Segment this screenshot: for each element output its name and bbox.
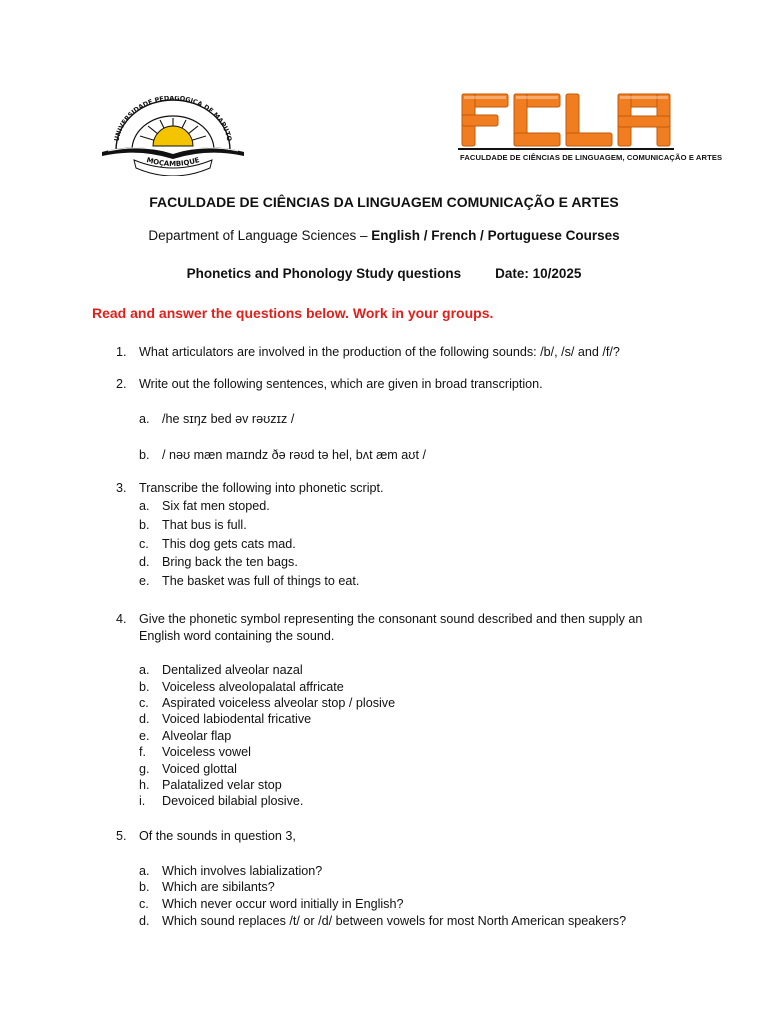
study-title: Phonetics and Phonology Study questions: [186, 266, 462, 281]
item-label: d.: [139, 712, 150, 726]
item-text: Dentalized alveolar nazal: [162, 663, 303, 677]
item-text: Palatalized velar stop: [162, 778, 282, 792]
question-text-continued: English word containing the sound.: [139, 629, 335, 643]
instruction: Read and answer the questions below. Work in your groups.: [92, 305, 494, 321]
question-number: 1.: [116, 345, 127, 359]
department-prefix: Department of Language Sciences –: [148, 228, 372, 243]
seal-arc-text: UNIVERSIDADE PEDAGÓGICA DE MAPUTO: [112, 96, 234, 143]
item-label: e.: [139, 729, 150, 743]
item-text: That bus is full.: [162, 518, 247, 532]
fcla-logo-icon: [458, 88, 723, 168]
question-number: 5.: [116, 829, 127, 843]
item-label: c.: [139, 696, 149, 710]
item-label: b.: [139, 448, 150, 462]
university-seal-icon: [98, 96, 248, 176]
item-text: Voiceless alveolopalatal affricate: [162, 680, 344, 694]
item-text: Devoiced bilabial plosive.: [162, 794, 304, 808]
question-number: 3.: [116, 481, 127, 495]
item-text: Which never occur word initially in English?: [162, 897, 404, 911]
item-text: Voiced glottal: [162, 762, 237, 776]
item-label: d.: [139, 555, 150, 569]
item-label: a.: [139, 499, 150, 513]
item-text: Which involves labialization?: [162, 864, 323, 878]
item-text: Alveolar flap: [162, 729, 232, 743]
item-label: d.: [139, 914, 150, 928]
item-text: This dog gets cats mad.: [162, 537, 296, 551]
item-text: The basket was full of things to eat.: [162, 574, 360, 588]
fcla-caption: FACULDADE DE CIÊNCIAS DE LINGUAGEM, COMUNICAÇÃO E ARTES: [460, 153, 723, 162]
item-label: a.: [139, 412, 150, 426]
question-text: Of the sounds in question 3,: [139, 829, 296, 843]
department-line: [0, 228, 768, 243]
item-text: /he sɪŋz bed əv rəʊzɪz /: [162, 412, 295, 426]
item-label: e.: [139, 574, 150, 588]
item-text: / nəʊ mæn maɪndz ðə rəʊd tə hel, bʌt æm aʊt /: [162, 448, 426, 462]
item-label: b.: [139, 680, 150, 694]
item-text: Aspirated voiceless alveolar stop / plosive: [162, 696, 396, 710]
study-heading: [0, 266, 768, 281]
question-number: 2.: [116, 377, 127, 391]
question-number: 4.: [116, 612, 127, 626]
study-date: Date: 10/2025: [495, 266, 582, 281]
item-label: b.: [139, 518, 150, 532]
item-text: Six fat men stoped.: [162, 499, 270, 513]
item-label: b.: [139, 880, 150, 894]
item-label: g.: [139, 762, 150, 776]
item-text: Voiced labiodental fricative: [162, 712, 312, 726]
item-label: f.: [139, 745, 146, 759]
item-label: c.: [139, 537, 149, 551]
question-text: Write out the following sentences, which are given in broad transcription.: [139, 377, 543, 391]
item-label: a.: [139, 663, 150, 677]
seal-bottom-text: MOÇAMBIQUE: [145, 156, 201, 169]
item-text: Which sound replaces /t/ or /d/ between vowels for most North American speakers?: [162, 914, 627, 928]
item-label: a.: [139, 864, 150, 878]
item-text: Which are sibilants?: [162, 880, 275, 894]
question-text: Transcribe the following into phonetic script.: [139, 481, 384, 495]
question-text: What articulators are involved in the production of the following sounds: /b/, /s/ and /f/?: [139, 345, 620, 359]
faculty-title: FACULDADE DE CIÊNCIAS DA LINGUAGEM COMUNICAÇÃO E ARTES: [149, 194, 619, 210]
department-courses: English / French / Portuguese Courses: [371, 228, 620, 243]
question-text: Give the phonetic symbol representing the consonant sound described and then supply an: [139, 612, 643, 626]
item-label: c.: [139, 897, 149, 911]
item-text: Voiceless vowel: [162, 745, 251, 759]
item-text: Bring back the ten bags.: [162, 555, 298, 569]
item-label: i.: [139, 794, 146, 808]
item-label: h.: [139, 778, 150, 792]
